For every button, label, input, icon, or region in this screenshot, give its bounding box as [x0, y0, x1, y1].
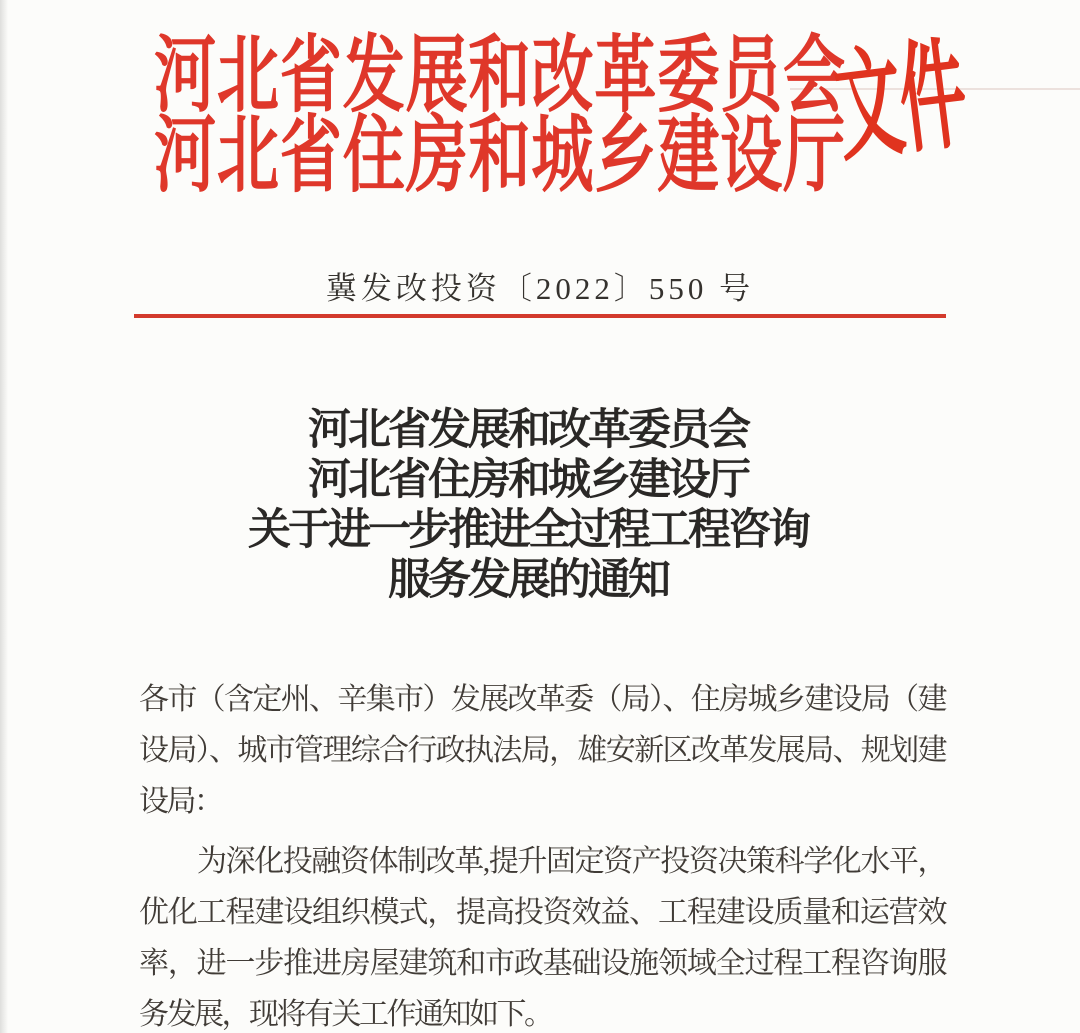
recipients-line-2: 设局）、城市管理综合行政执法局，雄安新区改革发展局、规划建	[139, 734, 945, 767]
title-line-1: 河北省发展和改革委员会	[308, 407, 748, 454]
org-name-line-1: 河北省发展和改革委员会	[154, 30, 846, 123]
title-line-2: 河北省住房和城乡建设厅	[308, 457, 748, 504]
recipients-paragraph	[139, 674, 945, 827]
document-body	[139, 674, 945, 1033]
recipients-line-3: 设局：	[139, 785, 222, 818]
paragraph-line-1: 为深化投融资体制改革,提升固定资产投资决策科学化水平，	[197, 845, 945, 878]
title-line-4: 服务发展的通知	[388, 557, 668, 604]
letterhead-org-names	[154, 30, 846, 203]
paragraph-line-2: 优化工程建设组织模式，提高投资效益、工程建设质量和运营效	[139, 896, 945, 929]
document-word	[828, 22, 1075, 176]
document-title	[120, 406, 936, 606]
scan-edge-artifact	[0, 0, 8, 1033]
red-divider-rule	[134, 314, 946, 318]
reference-number: 冀发改投资〔2022〕550 号	[325, 271, 755, 306]
paragraph-line-4: 务发展，现将有关工作通知如下。	[139, 998, 552, 1031]
main-paragraph	[139, 836, 945, 1033]
title-line-3: 关于进一步推进全过程工程咨询	[248, 507, 808, 554]
document-word-text: 文件	[828, 28, 972, 176]
org-name-line-2: 河北省住房和城乡建设厅	[154, 110, 846, 203]
paragraph-line-3: 率，进一步推进房屋建筑和市政基础设施领域全过程工程咨询服	[139, 947, 945, 980]
recipients-line-1: 各市（含定州、辛集市）发展改革委（局）、住房城乡建设局（建	[139, 683, 945, 716]
